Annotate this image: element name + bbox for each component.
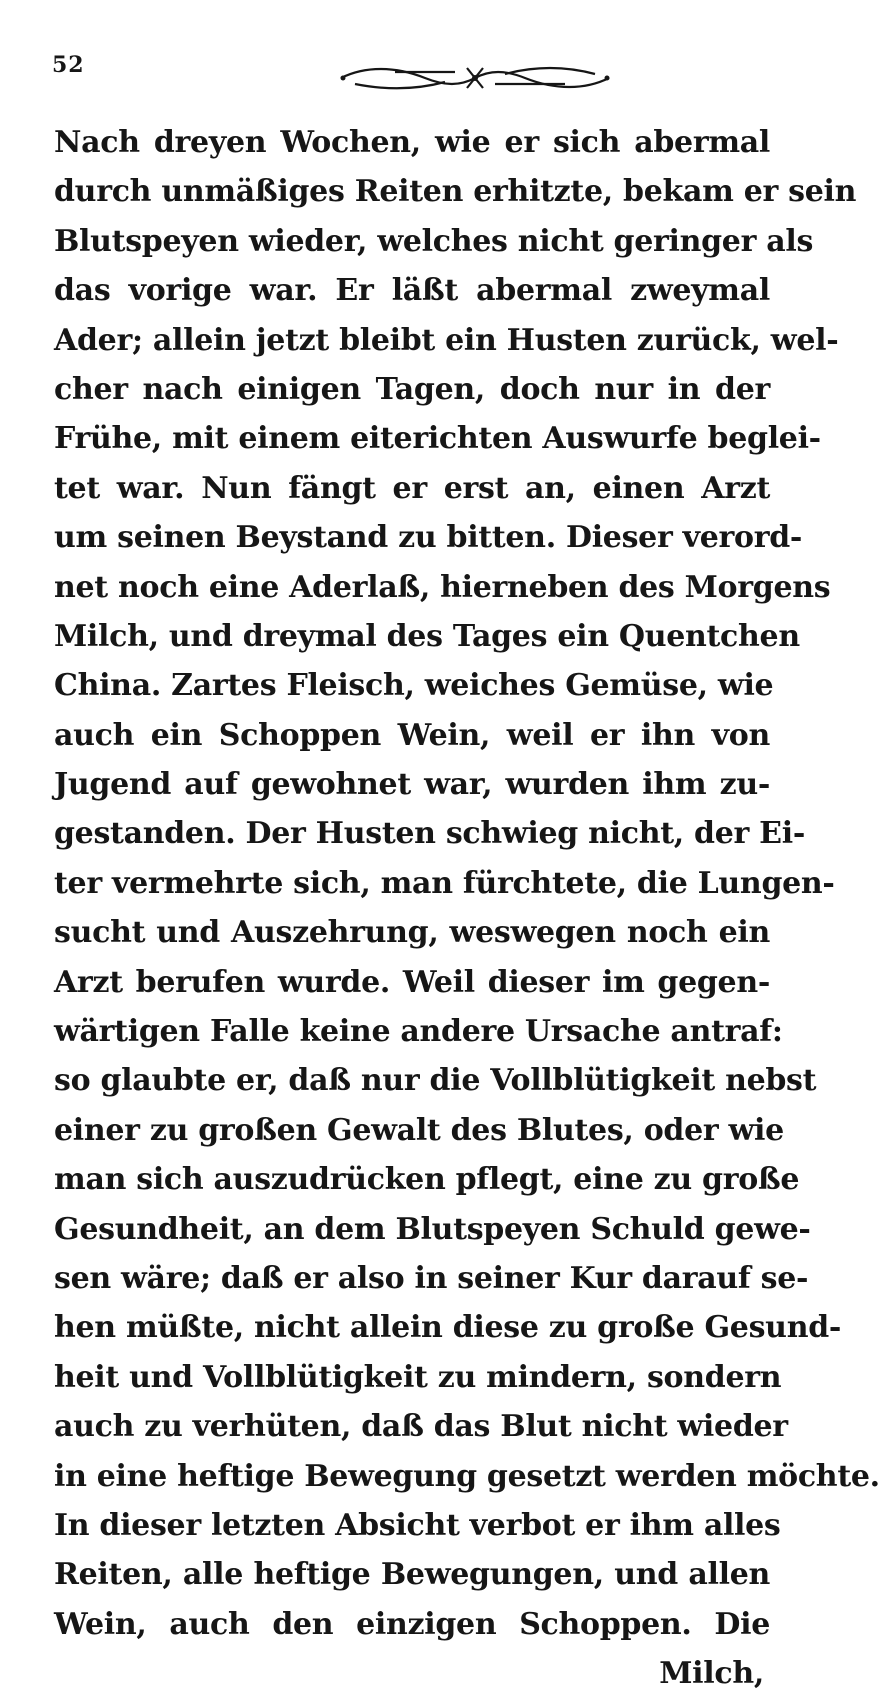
text-line: hen müßte, nicht allein diese zu große Gesund- [54, 1310, 842, 1346]
text-line: Milch, und dreymal des Tages ein Quentchen [54, 618, 800, 654]
text-line: sen wäre; daß er also in seiner Kur darauf se- [54, 1260, 809, 1296]
text-line: um seinen Beystand zu bitten. Dieser verord- [54, 520, 803, 556]
text-line: Ader; allein jetzt bleibt ein Husten zurück, wel- [54, 322, 839, 358]
text-line: so glaubte er, daß nur die Vollblütigkeit nebst [54, 1063, 817, 1099]
body-text [54, 118, 880, 1699]
text-line: China. Zartes Fleisch, weiches Gemüse, wie [54, 668, 774, 704]
text-line: heit und Vollblütigkeit zu mindern, sondern [54, 1359, 782, 1395]
text-line: cher nach einigen Tagen, doch nur in der [54, 371, 770, 407]
text-line: das vorige war. Er läßt abermal zweymal [54, 273, 770, 309]
text-line: net noch eine Aderlaß, hierneben des Morgens [54, 569, 831, 605]
text-line: Nach dreyen Wochen, wie er sich abermal [54, 125, 770, 160]
text-line: wärtigen Falle keine andere Ursache antraf: [54, 1014, 783, 1050]
text-line: in eine heftige Bewegung gesetzt werden möchte. [54, 1458, 880, 1494]
text-line: durch unmäßiges Reiten erhitzte, bekam er sein [54, 174, 857, 210]
text-line: Jugend auf gewohnet war, wurden ihm zu- [54, 767, 770, 803]
catchword: Milch, [659, 1656, 764, 1692]
page-number: 52 [52, 52, 85, 78]
text-line: man sich auszudrücken pflegt, eine zu große [54, 1162, 800, 1198]
text-line: Reiten, alle heftige Bewegungen, und allen [54, 1557, 770, 1593]
text-line: Gesundheit, an dem Blutspeyen Schuld gewe- [54, 1211, 811, 1247]
printer-ornament-icon [335, 60, 615, 96]
text-line: Blutspeyen wieder, welches nicht geringer als [54, 223, 814, 259]
text-line: auch ein Schoppen Wein, weil er ihn von [54, 717, 770, 753]
text-line: sucht und Auszehrung, weswegen noch ein [54, 915, 770, 951]
text-line: In dieser letzten Absicht verbot er ihm alles [54, 1507, 781, 1543]
text-line: auch zu verhüten, daß das Blut nicht wieder [54, 1409, 788, 1445]
text-line: tet war. Nun fängt er erst an, einen Arzt [54, 470, 770, 506]
text-line: ter vermehrte sich, man fürchtete, die Lungen- [54, 865, 835, 901]
text-line: gestanden. Der Husten schwieg nicht, der Ei- [54, 816, 805, 852]
text-line: einer zu großen Gewalt des Blutes, oder wie [54, 1112, 784, 1148]
text-line: Arzt berufen wurde. Weil dieser im gegen- [54, 964, 770, 1000]
text-line: Wein, auch den einzigen Schoppen. Die [54, 1606, 770, 1642]
text-line: Frühe, mit einem eiterichten Auswurfe beglei- [54, 421, 821, 457]
